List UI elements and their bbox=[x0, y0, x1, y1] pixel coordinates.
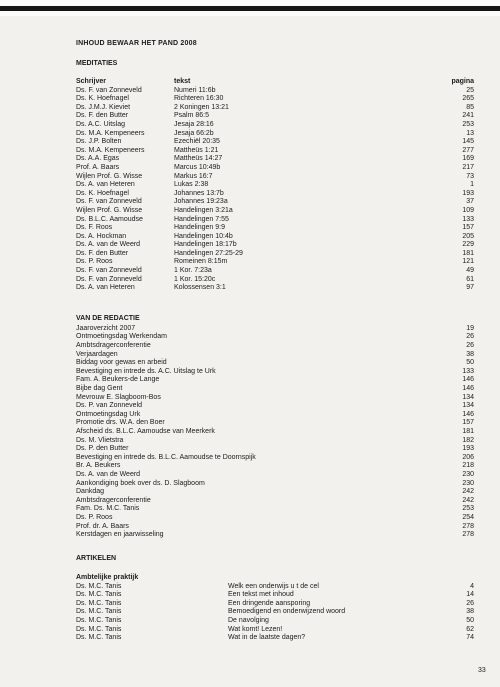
text-cell: Dankdag bbox=[76, 488, 105, 496]
text-cell: Johannes 13:7b bbox=[174, 189, 224, 197]
meditaties-list bbox=[76, 87, 474, 293]
text-cell: Prof. dr. A. Baars bbox=[76, 522, 129, 530]
text-cell: Welk een onderwijs u t de cel bbox=[228, 582, 319, 590]
subsection-heading: Ambtelijke praktijk bbox=[76, 573, 139, 581]
table-row bbox=[76, 147, 474, 156]
table-row bbox=[76, 121, 474, 130]
table-row bbox=[76, 531, 474, 540]
text-cell: Aankondiging boek over ds. D. Slagboom bbox=[76, 479, 205, 487]
page-cell: 4 bbox=[470, 582, 474, 590]
table-row bbox=[76, 437, 474, 446]
table-row bbox=[76, 514, 474, 523]
column-header-row bbox=[76, 78, 474, 87]
text-cell: Jesaja 66:2b bbox=[174, 129, 214, 137]
author-cell: Ds. F. Roos bbox=[76, 224, 113, 232]
table-row bbox=[76, 351, 474, 360]
text-cell: Br. A. Beukers bbox=[76, 462, 121, 470]
page-cell: 241 bbox=[462, 112, 474, 120]
author-cell: Ds. M.C. Tanis bbox=[76, 599, 122, 607]
author-cell: Ds. F. den Butter bbox=[76, 249, 129, 257]
table-row bbox=[76, 164, 474, 173]
author-cell: Wijlen Prof. G. Wisse bbox=[76, 172, 143, 180]
page-cell: 253 bbox=[462, 505, 474, 513]
author-cell: Ds. A. van de Weerd bbox=[76, 241, 141, 249]
text-cell: 1 Kor. 7:23a bbox=[174, 267, 212, 275]
page-cell: 193 bbox=[462, 445, 474, 453]
table-row bbox=[76, 497, 474, 506]
text-cell: Ezechiël 20:35 bbox=[174, 138, 220, 146]
author-cell: Ds. M.C. Tanis bbox=[76, 608, 122, 616]
author-cell: Ds. A.A. Egas bbox=[76, 155, 120, 163]
text-cell: Biddag voor gewas en arbeid bbox=[76, 359, 167, 367]
page-cell: 37 bbox=[466, 198, 474, 206]
text-cell: Een dringende aansporing bbox=[228, 599, 311, 607]
section-heading-artikelen: ARTIKELEN bbox=[76, 554, 117, 562]
text-cell: 2 Koningen 13:21 bbox=[174, 103, 229, 111]
author-cell: Ds. M.C. Tanis bbox=[76, 625, 122, 633]
table-row bbox=[76, 385, 474, 394]
page-cell: 230 bbox=[462, 470, 474, 478]
author-cell: Wijlen Prof. G. Wisse bbox=[76, 206, 143, 214]
page-cell: 134 bbox=[462, 402, 474, 410]
table-row bbox=[76, 333, 474, 342]
page-cell: 157 bbox=[462, 224, 474, 232]
author-cell: Ds. M.C. Tanis bbox=[76, 591, 122, 599]
text-cell: Kerstdagen en jaarwisseling bbox=[76, 531, 164, 539]
text-cell: Ds. A. van de Weerd bbox=[76, 470, 141, 478]
text-cell: Mattheüs 14:27 bbox=[174, 155, 223, 163]
table-row bbox=[76, 224, 474, 233]
text-cell: Promotie drs. W.A. den Boer bbox=[76, 419, 165, 427]
artikelen-list bbox=[76, 583, 474, 643]
table-row bbox=[76, 411, 474, 420]
table-row bbox=[76, 207, 474, 216]
table-row bbox=[76, 394, 474, 403]
page-cell: 50 bbox=[466, 359, 474, 367]
page-cell: 13 bbox=[466, 129, 474, 137]
author-cell: Ds. A. Hockman bbox=[76, 232, 127, 240]
table-row bbox=[76, 342, 474, 351]
page-cell: 146 bbox=[462, 385, 474, 392]
table-row bbox=[76, 368, 474, 377]
table-row bbox=[76, 284, 474, 293]
table-row bbox=[76, 376, 474, 385]
author-cell: Ds. M.A. Kempeneers bbox=[76, 146, 145, 154]
author-cell: Ds. J.M.J. Kieviet bbox=[76, 103, 131, 111]
table-row bbox=[76, 523, 474, 532]
author-cell: Ds. A. van Heteren bbox=[76, 284, 135, 292]
table-row bbox=[76, 634, 474, 643]
page-cell: 157 bbox=[462, 419, 474, 427]
text-cell: Handelingen 10:4b bbox=[174, 232, 233, 240]
table-row bbox=[76, 462, 474, 471]
page-cell: 205 bbox=[462, 232, 474, 240]
text-cell: De navolging bbox=[228, 617, 269, 625]
author-cell: Ds. F. den Butter bbox=[76, 112, 129, 120]
table-row bbox=[76, 112, 474, 121]
contents-page bbox=[76, 38, 474, 643]
table-row bbox=[76, 419, 474, 428]
page-cell: 26 bbox=[466, 599, 474, 607]
table-row bbox=[76, 190, 474, 199]
page-cell: 278 bbox=[462, 531, 474, 539]
header-text: tekst bbox=[174, 78, 191, 85]
page-cell: 169 bbox=[462, 155, 474, 163]
page-cell: 19 bbox=[466, 324, 474, 332]
page-number: 33 bbox=[478, 667, 486, 674]
table-row bbox=[76, 216, 474, 225]
page-cell: 146 bbox=[462, 410, 474, 418]
page-cell: 61 bbox=[466, 275, 474, 283]
table-row bbox=[76, 428, 474, 437]
page-cell: 38 bbox=[466, 350, 474, 358]
table-row bbox=[76, 617, 474, 626]
table-row bbox=[76, 626, 474, 635]
page-cell: 277 bbox=[462, 146, 474, 154]
text-cell: Ambtsdragerconferentie bbox=[76, 342, 151, 350]
text-cell: Markus 16:7 bbox=[174, 172, 213, 180]
text-cell: Kolossensen 3:1 bbox=[174, 284, 226, 292]
table-row bbox=[76, 488, 474, 497]
text-cell: Bevestiging en intrede ds. A.C. Uitslag te Urk bbox=[76, 367, 216, 375]
author-cell: Ds. F. van Zonneveld bbox=[76, 267, 142, 275]
table-row bbox=[76, 445, 474, 454]
text-cell: Lukas 2:38 bbox=[174, 181, 209, 189]
text-cell: Bemoedigend en onderwijzend woord bbox=[228, 608, 346, 616]
page-cell: 109 bbox=[462, 206, 474, 214]
text-cell: Bevestiging en intrede ds. B.L.C. Aamoudse te Doornspijk bbox=[76, 453, 256, 461]
top-edge-bar bbox=[0, 0, 500, 16]
table-row bbox=[76, 241, 474, 250]
text-cell: Ds. M. Vlietstra bbox=[76, 436, 124, 444]
text-cell: Afscheid ds. B.L.C. Aamoudse van Meerkerk bbox=[76, 427, 215, 435]
page-cell: 181 bbox=[462, 427, 474, 435]
page-cell: 193 bbox=[462, 189, 474, 197]
page-cell: 97 bbox=[466, 284, 474, 292]
page-cell: 182 bbox=[462, 436, 474, 444]
page-title: INHOUD BEWAAR HET PAND 2008 bbox=[76, 40, 197, 47]
page-cell: 229 bbox=[462, 241, 474, 249]
author-cell: Ds. A.C. Uitslag bbox=[76, 120, 126, 128]
author-cell: Ds. J.P. Bolten bbox=[76, 138, 122, 146]
page-cell: 242 bbox=[462, 488, 474, 496]
text-cell: Handelingen 3:21a bbox=[174, 206, 233, 214]
text-cell: Handelingen 9:9 bbox=[174, 224, 225, 232]
table-row bbox=[76, 325, 474, 334]
page-cell: 62 bbox=[466, 625, 474, 633]
author-cell: Ds. M.C. Tanis bbox=[76, 634, 122, 642]
text-cell: Johannes 19:23a bbox=[174, 198, 228, 206]
header-page: pagina bbox=[451, 78, 474, 85]
table-row bbox=[76, 583, 474, 592]
text-cell: Jaaroverzicht 2007 bbox=[76, 324, 136, 332]
author-cell: Ds. F. van Zonneveld bbox=[76, 275, 142, 283]
page-cell: 1 bbox=[470, 181, 474, 189]
page-cell: 206 bbox=[462, 453, 474, 461]
text-cell: Richteren 16:30 bbox=[174, 95, 224, 103]
table-row bbox=[76, 267, 474, 276]
text-cell: Wat in de laatste dagen? bbox=[228, 634, 306, 642]
text-cell: Ontmoetingsdag Werkendam bbox=[76, 333, 167, 341]
table-row bbox=[76, 591, 474, 600]
author-cell: Ds. M.C. Tanis bbox=[76, 582, 122, 590]
page-cell: 218 bbox=[462, 462, 474, 470]
table-row bbox=[76, 250, 474, 259]
page-cell: 74 bbox=[466, 634, 474, 642]
page-cell: 134 bbox=[462, 393, 474, 401]
text-cell: Verjaardagen bbox=[76, 350, 118, 358]
text-cell: Mattheüs 1:21 bbox=[174, 146, 219, 154]
author-cell: Ds. A. van Heteren bbox=[76, 181, 135, 189]
table-row bbox=[76, 505, 474, 514]
table-row bbox=[76, 471, 474, 480]
page-cell: 26 bbox=[466, 333, 474, 341]
author-cell: Ds. F. van Zonneveld bbox=[76, 86, 142, 94]
author-cell: Ds. B.L.C. Aamoudse bbox=[76, 215, 143, 223]
text-cell: Handelingen 18:17b bbox=[174, 241, 237, 249]
text-cell: Mevrouw E. Slagboom-Bos bbox=[76, 393, 161, 401]
author-cell: Ds. K. Hoefnagel bbox=[76, 95, 129, 103]
table-row bbox=[76, 181, 474, 190]
table-row bbox=[76, 359, 474, 368]
text-cell: Een tekst met inhoud bbox=[228, 591, 294, 599]
text-cell: Ds. P. Roos bbox=[76, 513, 113, 521]
table-row bbox=[76, 402, 474, 411]
text-cell: Ds. P. den Butter bbox=[76, 445, 129, 453]
page-cell: 14 bbox=[466, 591, 474, 599]
page-cell: 230 bbox=[462, 479, 474, 487]
page-cell: 50 bbox=[466, 617, 474, 625]
header-author: Schrijver bbox=[76, 78, 106, 85]
table-row bbox=[76, 173, 474, 182]
text-cell: Ambtsdragerconferentie bbox=[76, 496, 151, 504]
author-cell: Ds. M.A. Kempeneers bbox=[76, 129, 145, 137]
author-cell: Ds. P. Roos bbox=[76, 258, 113, 266]
table-row bbox=[76, 233, 474, 242]
text-cell: Jesaja 28:16 bbox=[174, 120, 214, 128]
page-cell: 133 bbox=[462, 367, 474, 375]
page-cell: 217 bbox=[462, 163, 474, 171]
author-cell: Ds. K. Hoefnagel bbox=[76, 189, 129, 197]
author-cell: Prof. A. Baars bbox=[76, 163, 120, 171]
table-row bbox=[76, 258, 474, 267]
table-row bbox=[76, 276, 474, 285]
text-cell: Psalm 86:5 bbox=[174, 112, 210, 120]
table-row bbox=[76, 104, 474, 113]
page-cell: 133 bbox=[462, 215, 474, 223]
page-cell: 146 bbox=[462, 376, 474, 384]
text-cell: Fam. Ds. M.C. Tanis bbox=[76, 505, 140, 513]
page-cell: 85 bbox=[466, 103, 474, 111]
text-cell: Ontmoetingsdag Urk bbox=[76, 410, 141, 418]
table-row bbox=[76, 198, 474, 207]
text-cell: Handelingen 7:55 bbox=[174, 215, 229, 223]
author-cell: Ds. M.C. Tanis bbox=[76, 617, 122, 625]
page-cell: 265 bbox=[462, 95, 474, 103]
table-row bbox=[76, 480, 474, 489]
table-row bbox=[76, 95, 474, 104]
text-cell: Marcus 10:49b bbox=[174, 163, 221, 171]
text-cell: Wat komt! Lezen! bbox=[228, 625, 283, 633]
text-cell: Ds. P. van Zonneveld bbox=[76, 402, 143, 410]
page-cell: 242 bbox=[462, 496, 474, 504]
page-cell: 26 bbox=[466, 342, 474, 350]
text-cell: Fam. A. Beukers-de Lange bbox=[76, 376, 160, 384]
author-cell: Ds. F. van Zonneveld bbox=[76, 198, 142, 206]
table-row bbox=[76, 87, 474, 96]
page-cell: 121 bbox=[462, 258, 474, 266]
text-cell: Bijbe dag Gent bbox=[76, 385, 123, 392]
table-row bbox=[76, 608, 474, 617]
page-cell: 25 bbox=[466, 86, 474, 94]
page-cell: 73 bbox=[466, 172, 474, 180]
page-cell: 38 bbox=[466, 608, 474, 616]
table-row bbox=[76, 454, 474, 463]
text-cell: 1 Kor. 15:20c bbox=[174, 275, 216, 283]
page-cell: 253 bbox=[462, 120, 474, 128]
text-cell: Numeri 11:6b bbox=[174, 86, 216, 94]
page-cell: 181 bbox=[462, 249, 474, 257]
text-cell: Handelingen 27:25-29 bbox=[174, 249, 243, 257]
redactie-list bbox=[76, 325, 474, 540]
page-cell: 145 bbox=[462, 138, 474, 146]
page-cell: 49 bbox=[466, 267, 474, 275]
page-cell: 278 bbox=[462, 522, 474, 530]
table-row bbox=[76, 600, 474, 609]
section-heading-redactie: VAN DE REDACTIE bbox=[76, 314, 140, 322]
table-row bbox=[76, 130, 474, 139]
section-heading-meditaties: MEDITATIES bbox=[76, 60, 118, 67]
table-row bbox=[76, 155, 474, 164]
table-row bbox=[76, 138, 474, 147]
text-cell: Romeinen 8:15m bbox=[174, 258, 228, 266]
page-cell: 254 bbox=[462, 513, 474, 521]
